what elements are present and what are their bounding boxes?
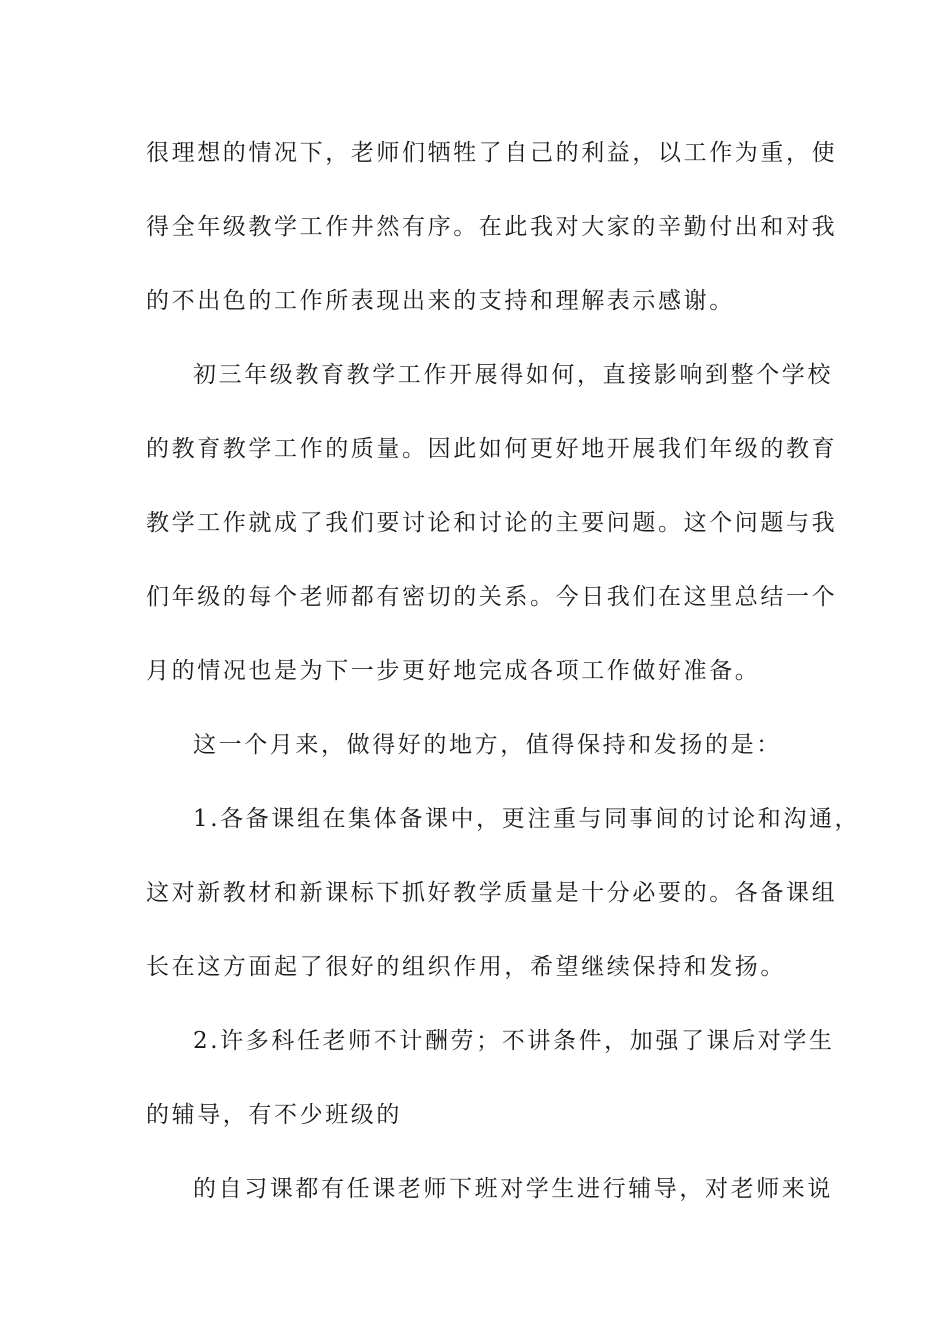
text-line: 长在这方面起了很好的组织作用，希望继续保持和发扬。 — [146, 954, 786, 980]
text-line: 月的情况也是为下一步更好地完成各项工作做好准备。 — [146, 658, 761, 684]
list-item-2-first-line: 2.许多科任老师不计酬劳；不讲条件，加强了课后对学生 — [193, 1028, 835, 1054]
text-line: 教学工作就成了我们要讨论和讨论的主要问题。这个问题与我 — [146, 510, 838, 536]
text-line: 这对新教材和新课标下抓好教学质量是十分必要的。各备课组 — [146, 880, 838, 906]
paragraph-first-line: 这一个月来，做得好的地方，值得保持和发扬的是： — [193, 732, 782, 758]
text-line: 的辅导，有不少班级的 — [146, 1102, 402, 1128]
paragraph-first-line: 初三年级教育教学工作开展得如何，直接影响到整个学校 — [193, 362, 833, 388]
text-line: 很理想的情况下，老师们牺牲了自己的利益，以工作为重，使 — [146, 140, 838, 166]
text-line: 们年级的每个老师都有密切的关系。今日我们在这里总结一个 — [146, 584, 838, 610]
text-line: 的不出色的工作所表现出来的支持和理解表示感谢。 — [146, 288, 735, 314]
text-line: 得全年级教学工作井然有序。在此我对大家的辛勤付出和对我 — [146, 214, 838, 240]
text-line: 的教育教学工作的质量。因此如何更好地开展我们年级的教育 — [146, 436, 838, 462]
paragraph-first-line: 的自习课都有任课老师下班对学生进行辅导，对老师来说 — [193, 1176, 833, 1202]
list-item-1-first-line: 1.各备课组在集体备课中，更注重与同事间的讨论和沟通， — [193, 806, 861, 832]
